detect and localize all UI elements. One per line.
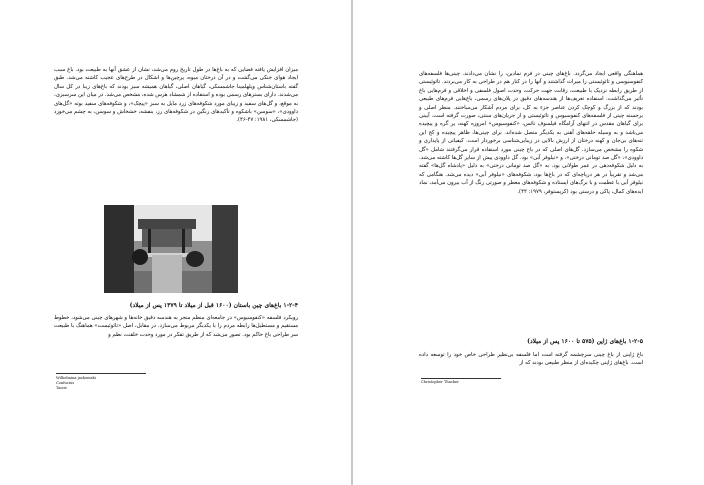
right-section-text: باغ ژاپنی از باغ چینی سرچشمه گرفته است اما فلسفه بی‌نظیر طراحی خاص خود را توسعه داده است. باغ‌های ژاپنی چکیده‌ای از منظر طبیعی بودند که از	[419, 352, 643, 367]
left-intro-paragraph	[54, 66, 298, 125]
left-footnotes	[56, 376, 96, 390]
left-section-paragraph	[54, 314, 298, 339]
right-section-heading: ۱-۲-۵ باغ‌های ژاپن (۵۷۵ تا ۱۶۰۰ پس از میلاد)	[527, 338, 643, 345]
right-footnotes	[421, 380, 459, 385]
garden-photo	[104, 205, 238, 293]
footnote-2: Confucius	[56, 380, 75, 385]
footnote-3: Taoist	[56, 385, 67, 390]
right-paragraph-1-text: هماهنگی واقعی ایجاد می‌گردد. باغ‌های چینی در فرم نمادین، را نشان می‌دادند. چینی‌ها فلسفه‌های کنفوسیوسی و تائوئیستی را میراث گذاشتند و آنها را در کنار هم در طراحی به کار می‌بردند. تائوئیستی از طریق رابطه نزدیک با طبیعت، رقابت جهت حرکت، وحدت اصول فلسفی و اخلاقی و فرم‌هایی باغ تأثیر می‌گذاشت. استفاده تعریف‌ها از هندسه‌های دقیق در پلان‌های رسمی، باغ‌هایی فرم‌های طبیعی بودند که از بزرگ و کوچک کردن عناصر جزء به کل، برای مردم آشکار می‌ساختند. منظر اصلی و برجسته چینی از فلسفه‌های کنفوسیوس و تائوئیستی و از جریان‌های سنتی، صورت گرفته است. آیینی برای گیاهان مقدس در انتهای آرامگاه فیلسوف نائس، «کنفوسیوس» امروزه کهنه، پر گره و پیچیده می‌باشد و به وسیله حلقه‌های آهنی به یکدیگر متصل شده‌اند. برای چینی‌ها، ظاهر پیچیده و کج این تنه‌های بی‌جان و کهنه درختان از ارزش بالایی در زیبایی‌شناسی برخوردار است. کیفیاتی از پایداری و شکوه را مشخص می‌سازد. گل‌های اصلی که در باغ چینی مورد استفاده قرار می‌گرفتند شامل «گل داوودی»، «گل صد تومانی درختی»، و «نیلوفر آبی» بود. گل داوودی پیش از سایر گل‌ها کاشته می‌شد. به دلیل شکوفه‌دهی در عمر طولانی بود. به «گل صد تومانی درختی» به دلیل «پادشاه گل‌ها» گفته می‌شد و تقریباً در هر دریاچه‌ای که در باغ‌ها بود، شکوفه‌های «نیلوفر آبی» دیده می‌شد. هنگامی که نیلوفر آبی با عظمت و با برگ‌های ایستاده و شکوفه‌های معطر و صورتی رنگ از آب بیرون می‌آمد، نماد ایده‌های کمال، پاکی و درستی بود (کریستوفر، ۱۹۷۹: ۴۴).	[419, 71, 643, 195]
left-section-heading: ۱-۲-۴ باغ‌های چین باستان (۱۶۰۰ قبل از میلاد تا ۱۳۷۹ پس از میلاد)	[129, 302, 298, 309]
right-section-paragraph	[419, 351, 643, 368]
left-section-text: رویکرد فلسفه «کنفوسیوس» در جامعه‌ای منظم منجر به هندسه دقیق خانه‌ها و شهرهای چینی می‌شود، خطوط مستقیم و مستطیل‌ها رابطه مردم را با یکدیگر مربوط می‌سازد. در مقابل، اصل «تائوئیست» هماهنگ با طبیعت سر طراحی باغ حاکم بود. تصور می‌شد که از طریق تفکر در مورد وحدت خلقت، نظم و	[54, 315, 298, 338]
right-paragraph-1	[419, 70, 643, 196]
right-page	[353, 0, 704, 485]
footnote-4: Christopher Thacker	[421, 380, 459, 384]
right-footnote-rule	[421, 378, 501, 379]
left-intro-text: میزان افزایش یافته فضایی که به باغ‌ها در طول تاریخ روم می‌شد، نشان از عشق آنها به طبیعت بود. باغ سبب ایجاد هوای خنکی می‌گشت و در آن درختان میوه، پرچین‌ها و اشکال در طرح‌های عجیب کاشته می‌شد. طبق گفته باستان‌شناس ویلهلمینا جاشمسکی، گیاهان اصلی، گیاهان همیشه سبز بودند که باغ‌های زیبا در کل سال می‌شدند. دارای بسترهای رسمی بوده و استفاده از شمشاد هرس شده، مشخص می‌شد. در میان این سرسبزی، به موقع، و گل‌های سفید و زیبای مورد شکوفه‌های زرد مایل به سبز «پیچک»، و شکوفه‌های سفید بوته «گل‌های داوودی»، «سوسن» باشکوه و تأکیدهای رنگین در شکوفه‌های رز، بنفشه، خشخاش و سوسن، به چشم می‌خورد (جاشمسکی، ۱۹۸۱: ۴۷-۴۶).	[54, 67, 298, 124]
left-footnote-rule	[56, 373, 146, 374]
footnote-1: Wilhelmina jashemski	[56, 376, 96, 380]
left-page	[0, 0, 351, 485]
